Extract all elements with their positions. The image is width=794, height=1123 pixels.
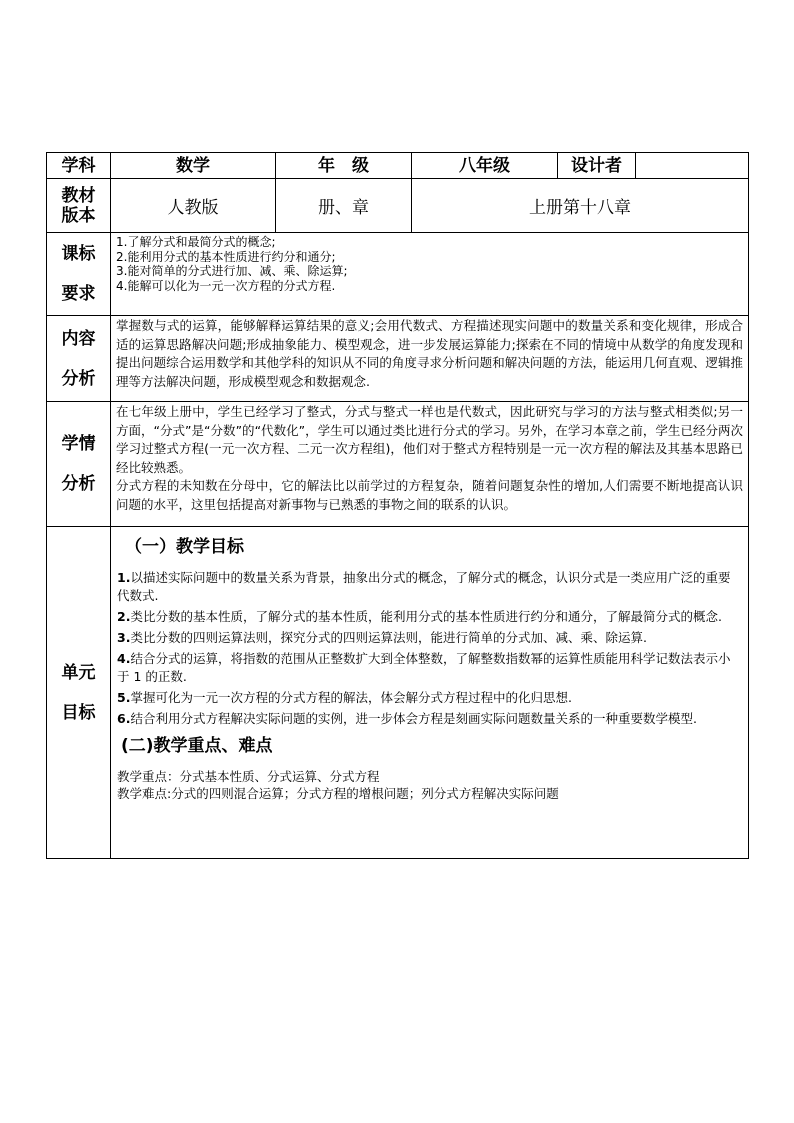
goal-text: 结合分式的运算，将指数的范围从正整数扩大到全体整数，了解整数指数幂的运算性质能用科学记数法表示小于 1 的正数. (117, 651, 731, 684)
student-label-line1: 学情 (61, 434, 96, 454)
goal-text: 类比分数的四则运算法则，探究分式的四则运算法则，能进行简单的分式加、减、乘、除运算. (130, 630, 647, 645)
grade-value: 八年级 (412, 153, 558, 179)
chapter-label: 册、章 (276, 179, 412, 233)
content-label-line1: 内容 (61, 328, 96, 349)
content-row (47, 316, 749, 402)
content-analysis (111, 316, 749, 402)
edition-row (47, 179, 749, 233)
edition-value: 人教版 (111, 179, 276, 233)
curriculum-label-line2: 要求 (61, 284, 96, 304)
curriculum-item: 1.了解分式和最简分式的概念; (116, 235, 276, 249)
student-row (47, 402, 749, 527)
unit-row (47, 527, 749, 859)
goal-item (117, 569, 742, 605)
curriculum-label-line1: 课标 (61, 244, 96, 264)
edition-label (47, 179, 111, 233)
difficult-point: 教学难点:分式的四则混合运算；分式方程的增根问题；列分式方程解决实际问题 (117, 786, 559, 801)
curriculum-item: 2.能利用分式的基本性质进行约分和通分; (116, 249, 336, 264)
student-label (47, 402, 111, 527)
edition-label-line2: 版本 (61, 205, 96, 226)
unit-label-line1: 单元 (61, 662, 96, 683)
key-difficult-title: (二)教学重点、难点 (121, 736, 273, 756)
goal-item (117, 629, 742, 647)
content-label-line2: 分析 (61, 368, 96, 389)
student-para2: 分式方程的未知数在分母中，它的解法比以前学过的方程复杂，随着问题复杂性的增加,人们需要不断地提高认识问题的水平，这里包括提高对新事物与已熟悉的事物之间的联系的认识。 (116, 478, 743, 512)
goal-text: 类比分数的基本性质，了解分式的基本性质，能利用分式的基本性质进行约分和通分，了解最简分式的概念. (130, 609, 722, 624)
goal-item (117, 710, 742, 728)
grade-label: 年 级 (276, 153, 412, 179)
key-point: 教学重点：分式基本性质、分式运算、分式方程 (117, 769, 380, 784)
goal-list (117, 569, 742, 728)
student-label-line2: 分析 (61, 474, 96, 494)
lesson-plan-table (46, 152, 749, 859)
curriculum-label (47, 233, 111, 316)
goal-number: 5. (117, 690, 131, 705)
curriculum-row (47, 233, 749, 316)
unit-goals (111, 527, 749, 859)
unit-label-line2: 目标 (61, 702, 96, 723)
goal-number: 2. (117, 609, 131, 624)
subject-value: 数学 (111, 153, 276, 179)
goal-item (117, 689, 742, 707)
designer-value (636, 153, 749, 179)
header-row (47, 153, 749, 179)
goal-item (117, 608, 742, 626)
goal-item (117, 650, 742, 686)
goal-number: 1. (117, 570, 131, 585)
content-text: 掌握数与式的运算，能够解释运算结果的意义;会用代数式、方程描述现实问题中的数量关系和变化规律，形成合适的运算思路解决问题;形成抽象能力、模型观念，进一步发展运算能力;探索在不同的情境中从数学的角度发现和提出问题综合运用数学和其他学科的知识从不同的角度寻求分析问题和解决问题的方法，能运用几何直观、逻辑推理等方法解决问题，形成模型观念和数据观念. (116, 318, 743, 389)
student-para1: 在七年级上册中，学生已经学习了整式，分式与整式一样也是代数式，因此研究与学习的方法与整式相类似;另一方面，“分式”是“分数”的“代数化”，学生可以通过类比进行分式的学习。另外，在学习本章之前，学生已经分两次学习过整式方程(一元一次方程、二元一次方程组)，他们对于整式方程特别是一元一次方程的解法及其基本思路已经比较熟悉。 (116, 404, 743, 475)
student-analysis (111, 402, 749, 527)
curriculum-item: 4.能解可以化为一元一次方程的分式方程. (116, 278, 336, 293)
chapter-value: 上册第十八章 (412, 179, 749, 233)
teaching-goals-title: （一）教学目标 (125, 537, 244, 557)
goal-number: 4. (117, 651, 131, 666)
curriculum-item: 3.能对简单的分式进行加、减、乘、除运算; (116, 264, 348, 278)
goal-number: 6. (117, 711, 131, 726)
subject-label: 学科 (47, 153, 111, 179)
curriculum-requirements (111, 233, 749, 316)
content-label (47, 316, 111, 402)
goal-text: 结合利用分式方程解决实际问题的实例，进一步体会方程是刻画实际问题数量关系的一种重要数学模型. (130, 711, 697, 726)
goal-number: 3. (117, 630, 131, 645)
goal-text: 以描述实际问题中的数量关系为背景，抽象出分式的概念，了解分式的概念，认识分式是一类应用广泛的重要代数式. (117, 570, 731, 603)
designer-label: 设计者 (558, 153, 636, 179)
unit-label (47, 527, 111, 859)
edition-label-line1: 教材 (61, 185, 96, 206)
goal-text: 掌握可化为一元一次方程的分式方程的解法，体会解分式方程过程中的化归思想. (130, 690, 572, 705)
